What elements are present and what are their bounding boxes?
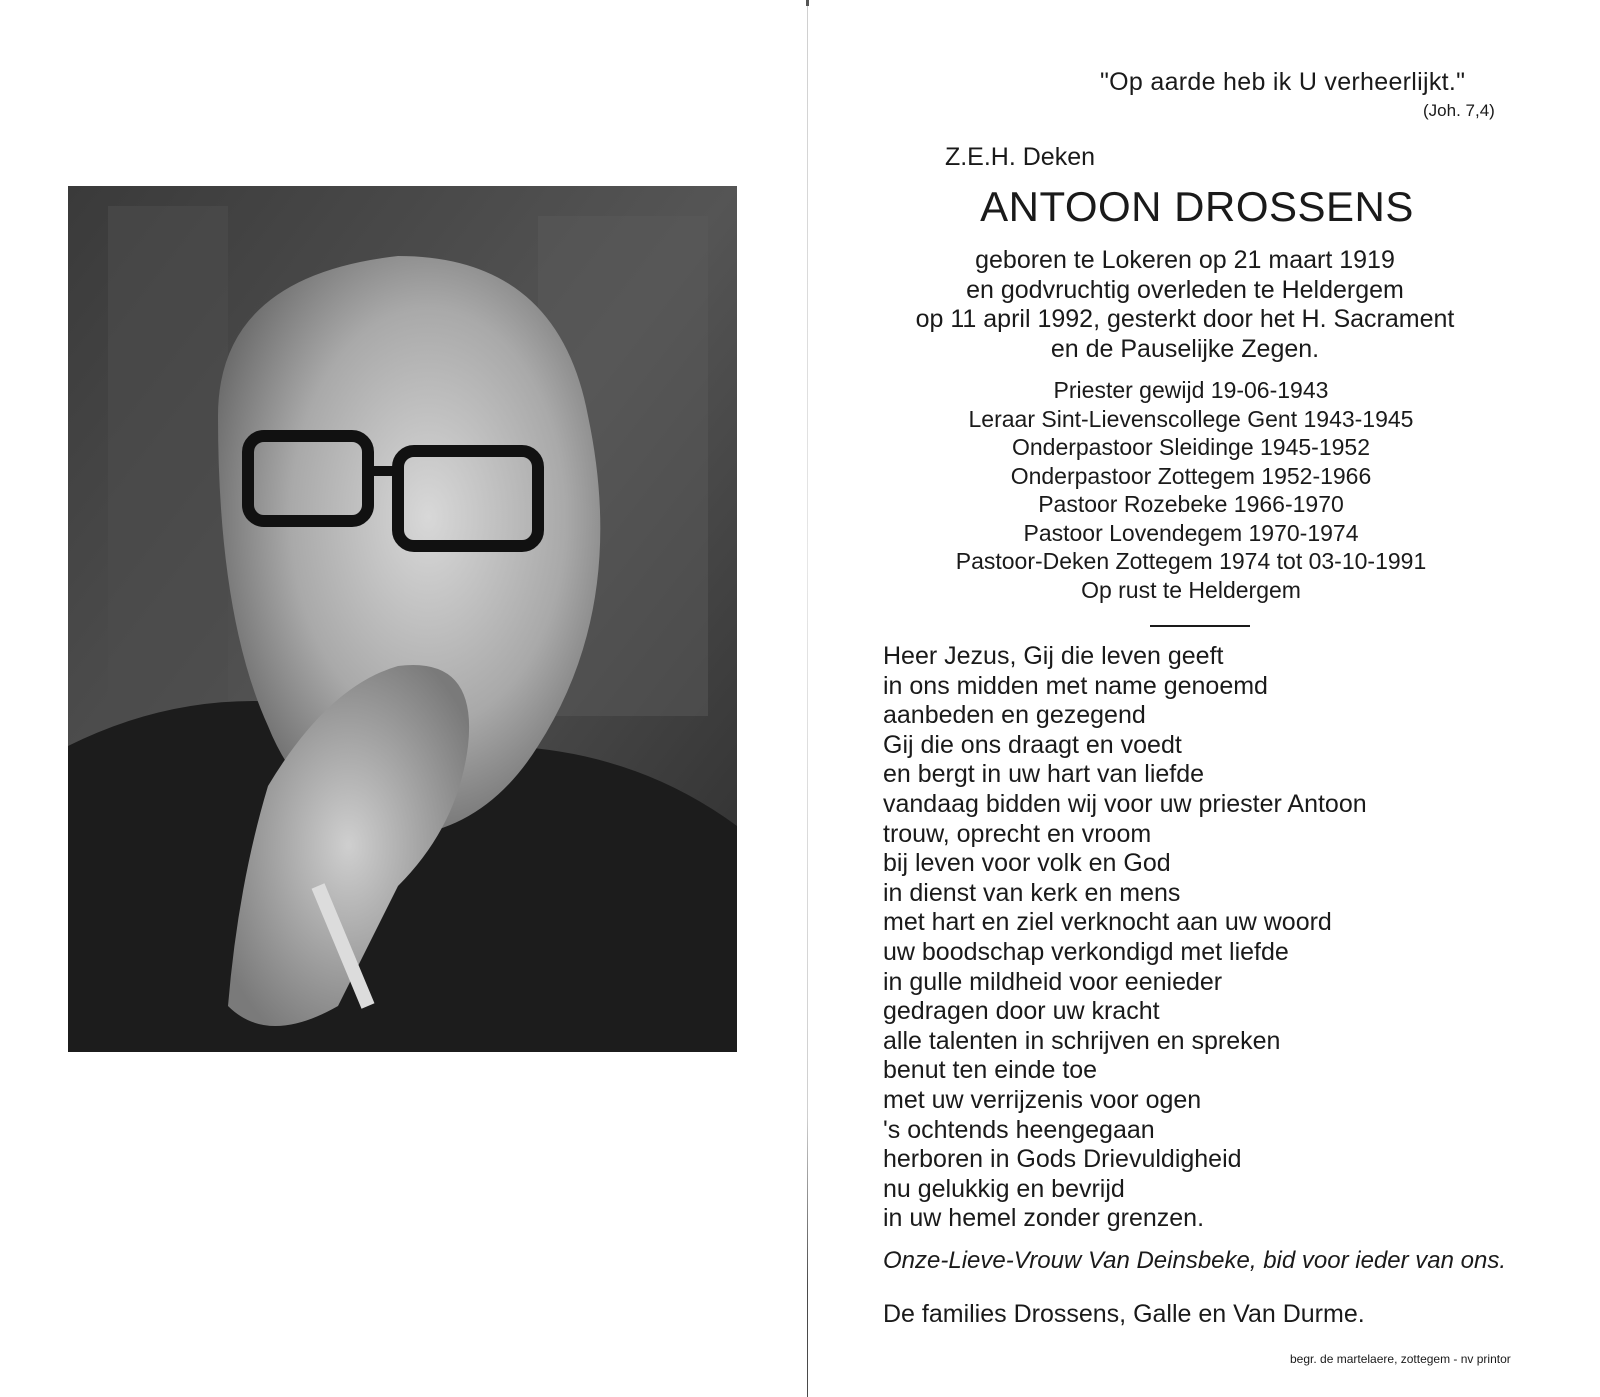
prayer-line: herboren in Gods Drievuldigheid [883, 1145, 1242, 1174]
prayer-line: nu gelukkig en bevrijd [883, 1174, 1125, 1203]
prayer-line: uw boodschap verkondigd met liefde [883, 937, 1289, 966]
prayer-line: met hart en ziel verknocht aan uw woord [883, 908, 1332, 937]
career-line: Pastoor Rozebeke 1966-1970 [1038, 491, 1344, 517]
career-line: Onderpastoor Sleidinge 1945-1952 [1011, 434, 1371, 460]
families-line: De families Drossens, Galle en Van Durme. [883, 1300, 1365, 1328]
bible-motto: "Op aarde heb ik U verheerlijkt." [1100, 68, 1466, 96]
card-right-panel [810, 0, 1600, 1397]
printer-credit: begr. de martelaere, zottegem - nv printor [1290, 1352, 1511, 1366]
prayer-line: aanbeden en gezegend [883, 701, 1146, 730]
fold-mark [806, 0, 809, 6]
invocation-line: Onze-Lieve-Vrouw Van Deinsbeke, bid voor ieder van ons. [883, 1247, 1507, 1274]
bio-line: geboren te Lokeren op 21 maart 1919 [975, 246, 1395, 274]
bible-reference: (Joh. 7,4) [1423, 101, 1495, 120]
prayer-line: en bergt in uw hart van liefde [883, 760, 1205, 789]
bio-text [790, 246, 1580, 364]
bio-line: en godvruchtig overleden te Heldergem [966, 275, 1404, 304]
prayer-line: gedragen door uw kracht [883, 997, 1160, 1026]
prayer-line: in dienst van kerk en mens [883, 878, 1181, 907]
prayer-line: in gulle mildheid voor eenieder [883, 967, 1223, 996]
prayer-text [883, 642, 1367, 1234]
prayer-line: trouw, oprecht en vroom [883, 819, 1152, 848]
portrait-photo [68, 186, 737, 1052]
separator-rule [1150, 625, 1250, 627]
honorific-title: Z.E.H. Deken [944, 143, 1096, 171]
career-line: Leraar Sint-Lievenscollege Gent 1943-1945 [968, 405, 1414, 432]
prayer-line: 's ochtends heengegaan [883, 1115, 1155, 1144]
career-list [796, 376, 1586, 604]
prayer-line: vandaag bidden wij voor uw priester Antoon [883, 789, 1367, 818]
prayer-line: met uw verrijzenis voor ogen [883, 1085, 1202, 1114]
prayer-line: Gij die ons draagt en voedt [883, 730, 1182, 759]
career-line: Pastoor Lovendegem 1970-1974 [1023, 519, 1359, 546]
prayer-line: benut ten einde toe [883, 1056, 1098, 1085]
prayer-line: bij leven voor volk en God [883, 849, 1171, 878]
career-line: Op rust te Heldergem [1081, 576, 1301, 603]
portrait-photo-icon [68, 186, 737, 1052]
prayer-line: Heer Jezus, Gij die leven geeft [883, 642, 1224, 670]
prayer-line: in ons midden met name genoemd [883, 671, 1268, 700]
career-line: Onderpastoor Zottegem 1952-1966 [1010, 462, 1372, 489]
deceased-name: ANTOON DROSSENS [980, 183, 1414, 230]
career-line: Pastoor-Deken Zottegem 1974 tot 03-10-1991 [955, 548, 1427, 574]
career-line: Priester gewijd 19-06-1943 [1053, 377, 1329, 403]
bio-line: en de Pauselijke Zegen. [1050, 334, 1320, 363]
prayer-line: in uw hemel zonder grenzen. [883, 1204, 1205, 1233]
prayer-line: alle talenten in schrijven en spreken [883, 1026, 1281, 1055]
bio-line: op 11 april 1992, gesterkt door het H. Sacrament [915, 305, 1455, 334]
